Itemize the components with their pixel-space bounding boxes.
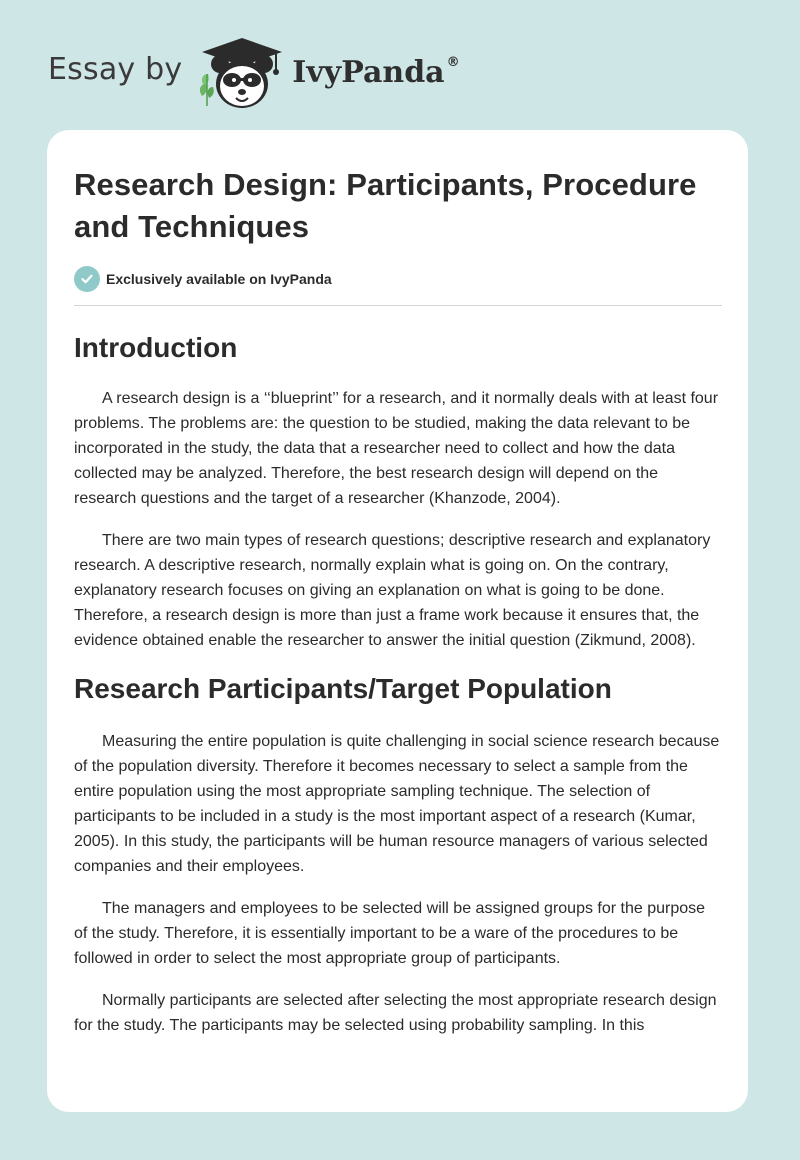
paragraph: A research design is a ‘‘blueprint’’ for a research, and it normally deals with at least four problems. The problems are: the question to be studied, making the data relevant to be incorporated in the study, the data that a researcher need to collect and how the data collected may be analyzed. Therefore, the best research design will depend on the research questions and the target of a researcher (Khanzode, 2004). xyxy=(74,390,719,507)
section-heading: Research Participants/Target Population xyxy=(74,673,612,704)
panda-graduate-logo-icon xyxy=(196,34,288,114)
check-circle-icon xyxy=(74,266,100,292)
paragraph: There are two main types of research questions; descriptive research and explanatory research. A descriptive research, normally explain what is going on. On the contrary, explanatory research focuses on giving an explanation on what is going to be done. Therefore, a research design is more than just a frame work because it ensures that, the evidence obtained enable the researcher to answer the initial question (Zikmund, 2008). xyxy=(74,532,711,649)
title-divider xyxy=(74,305,722,306)
section-introduction xyxy=(74,330,722,653)
paragraph: Normally participants are selected after selecting the most appropriate research design for the study. The participants may be selected using probability sampling. In this xyxy=(74,992,717,1034)
document-title: Research Design: Participants, Procedure and Techniques xyxy=(74,167,697,244)
document-card xyxy=(47,130,748,1112)
paragraph: The managers and employees to be selected will be assigned groups for the purpose of the study. Therefore, it is essentially important to be a ware of the procedures to be followed in order to select the most appropriate group of participants. xyxy=(74,900,706,967)
brand-name: IvyPanda ® xyxy=(292,54,460,90)
brand-prefix: Essay by xyxy=(48,51,183,87)
exclusive-badge-text: Exclusively available on IvyPanda xyxy=(106,271,332,287)
brand-header xyxy=(48,34,460,114)
paragraph: Measuring the entire population is quite challenging in social science research because of the population diversity. Therefore it becomes necessary to select a sample from the entire population using the most appropriate sampling technique. The selection of participants to be included in a study is the most important aspect of a research (Kumar, 2005). In this study, the participants will be human resource managers of various selected companies and their employees. xyxy=(74,733,720,875)
exclusive-badge xyxy=(74,266,722,292)
section-research-participants xyxy=(74,671,722,1038)
brand-registered-mark: ® xyxy=(446,54,460,70)
section-heading: Introduction xyxy=(74,332,238,363)
